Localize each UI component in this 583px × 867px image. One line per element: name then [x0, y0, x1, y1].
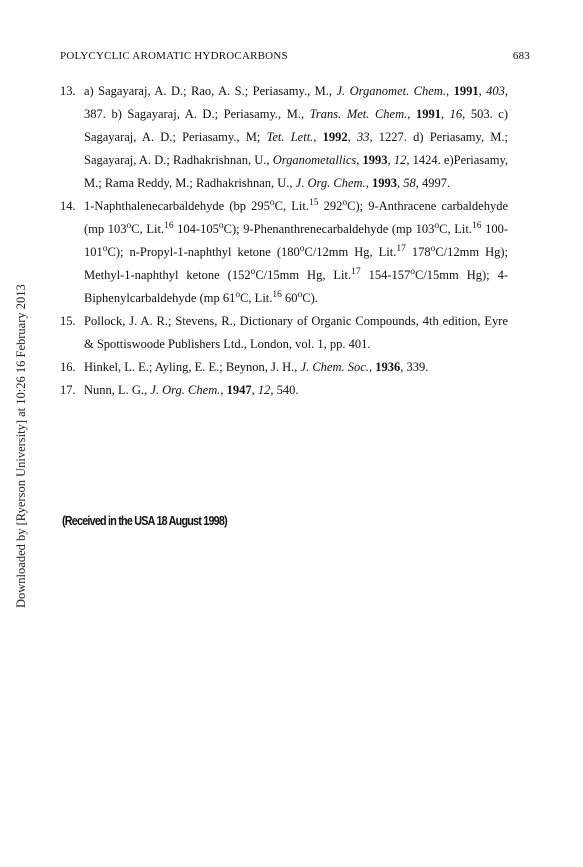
text-run: 154-157 — [360, 268, 411, 282]
text-run: , — [220, 383, 227, 397]
text-run: C/15mm Hg, Lit. — [255, 268, 352, 282]
text-run: , 387. b) Sagayaraj, A. D.; Periasamy., M., — [84, 84, 509, 121]
text-run: Pollock, J. A. R.; Stevens, R., Dictionary of Organic Compounds, 4th edition, Eyre & Spottiswoode Publishers Ltd., London, vol. 1, pp. 401. — [84, 314, 508, 351]
superscript: o — [218, 221, 224, 231]
text-run: , — [396, 176, 404, 190]
superscript: 16 — [471, 221, 482, 231]
italic-text: 403 — [486, 84, 505, 98]
text-run: 178 — [405, 245, 431, 259]
text-run: a) Sagayaraj, A. D.; Rao, A. S.; Periasamy., M., — [84, 84, 337, 98]
superscript: o — [235, 290, 241, 300]
italic-text: 16 — [449, 107, 463, 121]
italic-text: 12 — [257, 383, 271, 397]
text-run: 60 — [281, 291, 298, 305]
italic-text: J. Org. Chem. — [295, 176, 366, 190]
text-run: C/12mm Hg, Lit. — [304, 245, 397, 259]
superscript: o — [102, 244, 108, 254]
italic-text: 33 — [356, 130, 370, 144]
text-run: , — [445, 84, 454, 98]
superscript: 15 — [308, 198, 319, 208]
text-run: , — [356, 153, 363, 167]
italic-text: Organometallics — [272, 153, 357, 167]
page-number: 683 — [512, 50, 530, 62]
text-run: Hinkel, L. E.; Ayling, E. E.; Beynon, J. H., — [84, 360, 301, 374]
text-run: 292 — [318, 199, 343, 213]
text-run: Nunn, L. G., — [84, 383, 151, 397]
text-run: C, Lit. — [240, 291, 273, 305]
italic-text: 58 — [403, 176, 416, 190]
text-run: C/12mm Hg); Methyl-1-naphthyl ketone (152 — [84, 245, 509, 282]
superscript: 16 — [272, 290, 282, 300]
italic-text: J. Chem. Soc. — [300, 360, 369, 374]
reference-15 — [60, 310, 508, 356]
text-run: , — [251, 383, 258, 397]
italic-text: J. Organomet. Chem. — [336, 84, 446, 98]
text-run: C, Lit. — [274, 199, 309, 213]
text-run: C, Lit. — [439, 222, 472, 236]
text-run: C); 9-Phenanthrenecarbaldehyde (mp 103 — [223, 222, 435, 236]
bold-text: 1991 — [415, 107, 441, 121]
reference-14 — [60, 195, 508, 310]
reference-text — [84, 314, 508, 351]
reference-text — [84, 360, 428, 374]
text-run: 1-Naphthalenecarbaldehyde (bp 295 — [84, 199, 270, 213]
bold-text: 1993 — [362, 153, 388, 167]
text-run: , — [407, 107, 416, 121]
superscript: o — [269, 198, 275, 208]
reference-16 — [60, 356, 508, 379]
reference-number: 14. — [60, 199, 76, 213]
superscript: o — [342, 198, 348, 208]
bold-text: 1936 — [375, 360, 401, 374]
text-run: , — [440, 107, 450, 121]
reference-17 — [60, 379, 508, 402]
italic-text: J. Org. Chem. — [150, 383, 221, 397]
download-watermark: Downloaded by [Ryerson University] at 10:26 16 February 2013 — [14, 284, 28, 608]
bold-text: 1993 — [371, 176, 397, 190]
text-run: , — [368, 360, 376, 374]
text-run: , 503. c) Sagayaraj, A. D.; Periasamy., M; — [84, 107, 509, 144]
reference-number: 16. — [60, 360, 76, 374]
italic-text: Tet. Lett. — [266, 130, 314, 144]
reference-number: 17. — [60, 383, 76, 397]
superscript: o — [434, 221, 440, 231]
superscript: o — [250, 267, 256, 277]
bold-text: 1991 — [453, 84, 479, 98]
text-run: , 1424. e)Periasamy, M.; Rama Reddy, M.; Radhakrishnan, U., — [84, 153, 509, 190]
reference-list — [60, 80, 508, 402]
reference-number: 13. — [60, 84, 76, 98]
superscript: o — [299, 244, 305, 254]
italic-text: Trans. Met. Chem. — [309, 107, 408, 121]
superscript: o — [430, 244, 436, 254]
superscript: 16 — [164, 221, 174, 231]
bold-text: 1992 — [322, 130, 348, 144]
reference-13 — [60, 80, 508, 195]
received-date-note: (Received in the USA 18 August 1998) — [62, 514, 227, 528]
text-run: C); n-Propyl-1-naphthyl ketone (180 — [107, 245, 300, 259]
text-run: 100-101 — [84, 222, 508, 259]
reference-number: 15. — [60, 314, 76, 328]
text-run: 104-105 — [173, 222, 219, 236]
superscript: o — [126, 221, 132, 231]
text-run: , — [387, 153, 394, 167]
text-run: , — [347, 130, 357, 144]
text-run: , — [313, 130, 323, 144]
superscript: o — [297, 290, 303, 300]
italic-text: 12 — [393, 153, 407, 167]
text-run: , 339. — [400, 360, 429, 374]
running-head-title: POLYCYCLIC AROMATIC HYDROCARBONS — [60, 50, 288, 62]
superscript: o — [410, 267, 415, 277]
reference-text — [84, 199, 508, 305]
text-run: , 540. — [270, 383, 299, 397]
text-run: , 1227. d) Periasamy, M.; Sagayaraj, A. D.; Radhakrishnan, U., — [84, 130, 508, 167]
superscript: 17 — [351, 267, 361, 277]
text-run: , — [478, 84, 487, 98]
text-run: C/15mm Hg); 4-Biphenylcarbaldehyde (mp 61 — [84, 268, 508, 305]
text-run: , 4997. — [415, 176, 451, 190]
text-run: C); 9-Anthracene carbaldehyde (mp 103 — [84, 199, 509, 236]
bold-text: 1947 — [226, 383, 252, 397]
superscript: 17 — [396, 244, 406, 254]
text-run: C, Lit. — [131, 222, 165, 236]
text-run: C). — [302, 291, 318, 305]
reference-text — [84, 84, 508, 190]
text-run: , — [365, 176, 372, 190]
reference-text — [84, 383, 298, 397]
